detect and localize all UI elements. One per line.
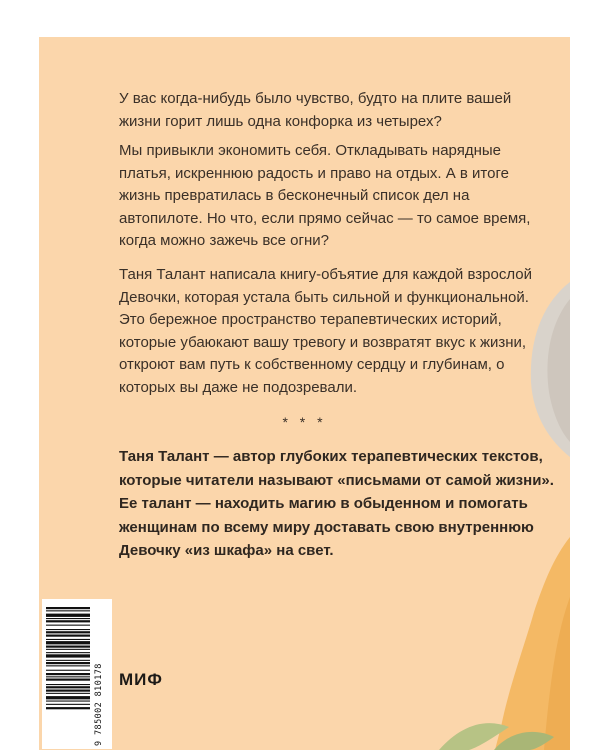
barcode-bar xyxy=(46,646,90,648)
paragraph2-text: Мы привыкли экономить себя. Откладывать нарядные платья, искреннюю радость и право на отдых. А в итоге жизнь превратилась в бесконечный список дел на автопилоте. Но что, если прямо сейчас — то самое время, когда можно зажечь все огни? xyxy=(119,142,531,249)
barcode-bar xyxy=(46,618,90,619)
barcode-bar xyxy=(46,696,90,699)
barcode-bar xyxy=(46,662,90,664)
description-paragraph-2 xyxy=(119,264,549,399)
barcode-bar xyxy=(46,649,90,650)
barcode-bar xyxy=(46,654,90,657)
intro-paragraph xyxy=(119,88,549,133)
barcode-bar xyxy=(46,620,90,622)
section-separator: * * * xyxy=(282,414,327,430)
barcode-bar xyxy=(46,641,90,644)
barcode-bar xyxy=(46,686,90,688)
barcode-bar xyxy=(46,707,90,709)
barcode-bar xyxy=(46,607,90,609)
author-bio-text: Таня Талант — автор глубоких терапевтических текстов, которые читатели называют «письмами от самой жизни». Ее талант — находить магию в обыденном и помогать женщинам по всему миру доставать свою внутреннюю Девочку «из шкафа» на свет. xyxy=(119,448,554,559)
barcode-bar xyxy=(46,704,90,705)
barcode-bar xyxy=(46,679,90,681)
barcode-bar xyxy=(46,610,90,611)
description-paragraph-1 xyxy=(119,140,549,253)
barcode-bar xyxy=(46,635,90,637)
barcode-bar xyxy=(46,625,90,626)
intro-text: У вас когда-нибудь было чувство, будто на плите вашей жизни горит лишь одна конфорка из четырех? xyxy=(119,90,512,130)
barcode-bar xyxy=(46,665,90,666)
book-back-cover xyxy=(39,37,570,750)
barcode-bar xyxy=(46,660,90,661)
barcode-bar xyxy=(46,690,90,692)
barcode-bar xyxy=(46,676,90,677)
barcode-bar xyxy=(46,684,90,685)
barcode-bar xyxy=(46,673,90,675)
barcode-bar xyxy=(46,639,90,640)
paragraph3-text: Таня Талант написала книгу-объятие для каждой взрослой Девочки, которая устала быть сильной и функциональной. Это бережное пространство терапевтических историй, которые убаюкают вашу тревогу и возвратят вкус к жизни, откроют вам путь к собственному сердцу и глубинам, о которых вы даже не подозревали. xyxy=(119,266,532,396)
barcode-bar xyxy=(46,631,90,633)
author-bio xyxy=(119,445,559,563)
barcode-number: 9 785002 810178 xyxy=(94,663,104,746)
barcode-bar xyxy=(46,652,90,653)
barcode-bar xyxy=(46,670,90,671)
barcode-bar xyxy=(46,629,90,630)
barcode-bar xyxy=(46,614,90,617)
barcode xyxy=(42,599,112,749)
publisher-logo: МИФ xyxy=(119,670,163,689)
barcode-bar xyxy=(46,701,90,702)
barcode-bar xyxy=(46,693,90,694)
